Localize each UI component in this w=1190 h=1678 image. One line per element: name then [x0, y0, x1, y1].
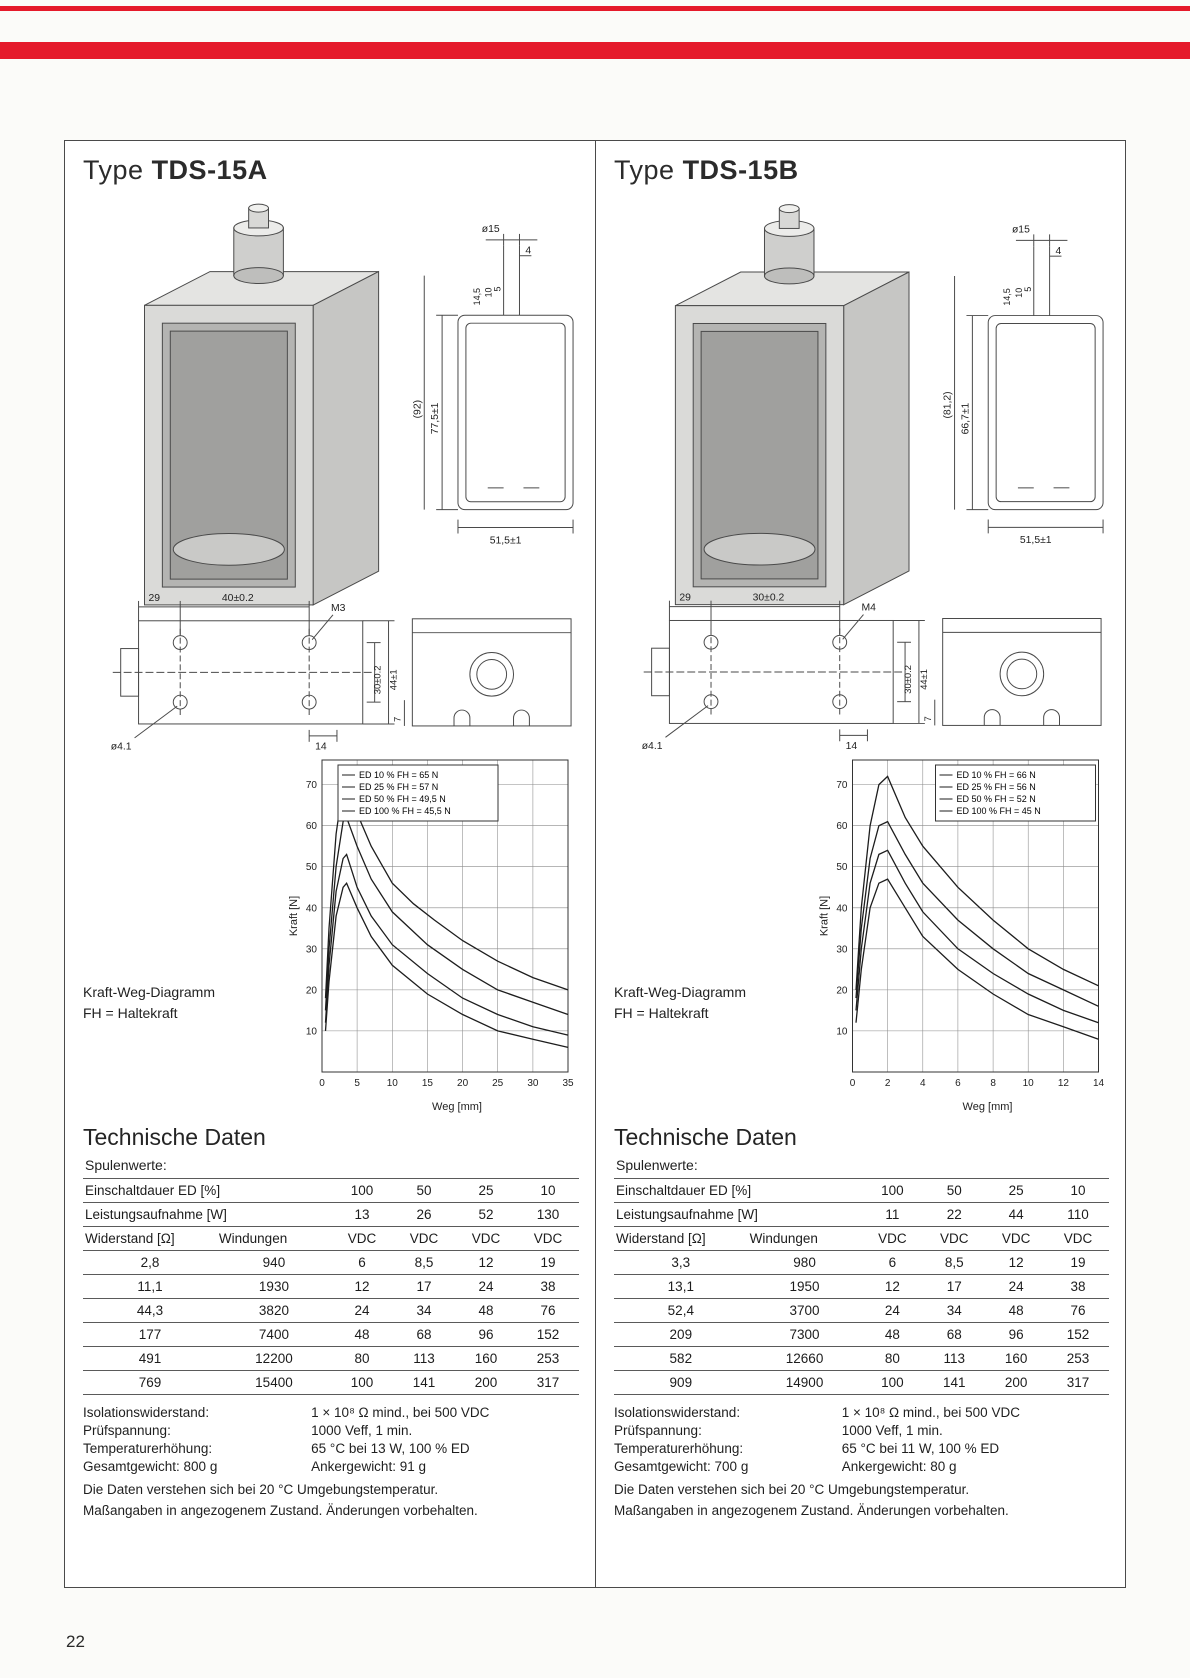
- table-cell: 160: [985, 1347, 1047, 1371]
- spec-row: [614, 1457, 1109, 1475]
- table-cell: 19: [517, 1251, 579, 1275]
- spec-value: 65 °C bei 13 W, 100 % ED: [311, 1440, 470, 1456]
- table-cell: 2,8: [83, 1251, 217, 1275]
- svg-text:2: 2: [884, 1078, 891, 1089]
- column-tds15a: [65, 141, 595, 1587]
- table-cell: 130: [517, 1203, 579, 1227]
- table-cell: 80: [861, 1347, 923, 1371]
- table-row: [83, 1251, 579, 1275]
- content-frame: [64, 140, 1126, 1588]
- title-prefix: Type: [83, 155, 144, 185]
- spec-row: [83, 1457, 579, 1475]
- svg-text:15: 15: [421, 1078, 433, 1089]
- dim-hole-pitch-c: 30±0.2: [902, 665, 913, 694]
- spulenwerte-label: Spulenwerte:: [85, 1157, 167, 1173]
- notes-block: [83, 1480, 579, 1522]
- table-cell: 38: [517, 1275, 579, 1299]
- table-cell: 17: [923, 1275, 985, 1299]
- table-cell: 52: [455, 1203, 517, 1227]
- table-cell: 10: [1047, 1179, 1109, 1203]
- side-dimension-view: [955, 234, 1104, 533]
- svg-text:10: 10: [305, 1026, 317, 1038]
- dim-body-width: 44±1: [387, 669, 399, 691]
- dim-tab: 14: [845, 741, 858, 753]
- top-red-line: [0, 6, 1190, 11]
- page-title: [83, 155, 579, 186]
- spec-value: Ankergewicht: 80 g: [841, 1458, 957, 1474]
- chart-caption-line2: FH = Haltekraft: [83, 1005, 178, 1021]
- table-cell: 8,5: [393, 1251, 455, 1275]
- svg-text:35: 35: [562, 1078, 574, 1089]
- svg-text:30: 30: [305, 944, 317, 956]
- chart-series: [326, 854, 569, 1035]
- table-row-ed: [614, 1179, 1109, 1203]
- svg-text:4: 4: [920, 1078, 926, 1089]
- table-cell: 76: [517, 1299, 579, 1323]
- spec-row: [83, 1439, 579, 1457]
- chart-ylabel: Kraft [N]: [288, 895, 300, 937]
- table-cell: 24: [331, 1299, 393, 1323]
- title-model: TDS-15A: [151, 155, 268, 185]
- technical-drawing: [614, 194, 1109, 753]
- solenoid-isometric-view: [145, 204, 379, 605]
- column-header: VDC: [517, 1227, 579, 1251]
- table-row: [614, 1299, 1109, 1323]
- force-stroke-chart: [283, 746, 579, 1120]
- table-cell: 68: [393, 1323, 455, 1347]
- svg-text:40: 40: [836, 903, 848, 915]
- column-header: VDC: [393, 1227, 455, 1251]
- svg-text:30: 30: [527, 1078, 539, 1089]
- table-cell: 491: [83, 1347, 217, 1371]
- chart-ylabel: Kraft [N]: [818, 895, 831, 937]
- table-cell: 141: [393, 1371, 455, 1395]
- spec-label: Prüfspannung:: [614, 1422, 702, 1438]
- table-row-ed: [83, 1179, 579, 1203]
- dim-hole-diameter: ø4.1: [110, 741, 132, 753]
- legend-entry: ED 25 % FH = 56 N: [956, 782, 1036, 792]
- table-row: [83, 1371, 579, 1395]
- note-line: Maßangaben in angezogenem Zustand. Änderungen vorbehalten.: [83, 1502, 478, 1518]
- table-cell: 12200: [217, 1347, 331, 1371]
- table-cell: 100: [861, 1371, 923, 1395]
- table-cell: 12: [861, 1275, 923, 1299]
- table-cell: 152: [517, 1323, 579, 1347]
- svg-text:60: 60: [836, 821, 848, 833]
- dim-terminal: 7: [391, 716, 403, 722]
- table-cell: 13: [331, 1203, 393, 1227]
- table-cell: 8,5: [923, 1251, 985, 1275]
- table-cell: 50: [923, 1179, 985, 1203]
- svg-text:50: 50: [836, 862, 848, 874]
- spec-label: Temperaturerhöhung:: [614, 1440, 744, 1456]
- dim-tab: 14: [315, 741, 327, 753]
- svg-text:8: 8: [990, 1078, 996, 1089]
- table-cell: 24: [985, 1275, 1047, 1299]
- column-header: VDC: [331, 1227, 393, 1251]
- note-line: Die Daten verstehen sich bei 20 °C Umgebungstemperatur.: [614, 1482, 970, 1497]
- table-row: [614, 1275, 1109, 1299]
- table-cell: 160: [455, 1347, 517, 1371]
- svg-text:10: 10: [836, 1026, 848, 1038]
- side-view: [935, 619, 1101, 726]
- table-cell: 6: [331, 1251, 393, 1275]
- svg-text:10: 10: [1022, 1078, 1034, 1089]
- note-line: Maßangaben in angezogenem Zustand. Änderungen vorbehalten.: [614, 1502, 1009, 1518]
- column-header: VDC: [985, 1227, 1047, 1251]
- dim-body-width: 44±1: [917, 668, 929, 690]
- spec-label: Prüfspannung:: [83, 1422, 171, 1438]
- table-row: [83, 1299, 579, 1323]
- svg-text:40: 40: [305, 903, 317, 915]
- table-row: [614, 1251, 1109, 1275]
- dim-phi: ø15: [1011, 224, 1030, 236]
- force-stroke-chart-svg: [814, 746, 1109, 1120]
- table-header-row: [614, 1227, 1109, 1251]
- dim-width: 51,5±1: [1019, 535, 1052, 547]
- technical-drawing-area: [83, 194, 579, 753]
- table-cell: 13,1: [614, 1275, 748, 1299]
- dim-pin: 4: [525, 245, 532, 257]
- table-cell: 25: [985, 1179, 1047, 1203]
- table-cell: 11,1: [83, 1275, 217, 1299]
- svg-text:0: 0: [319, 1078, 325, 1089]
- dim-hole-pitch-a: 29: [679, 592, 691, 604]
- chart-series: [856, 879, 1099, 1039]
- table-row-power: [614, 1203, 1109, 1227]
- legend-entry: ED 10 % FH = 65 N: [359, 770, 439, 780]
- svg-text:60: 60: [305, 821, 317, 833]
- table-row: [614, 1371, 1109, 1395]
- spulenwerte-table: [614, 1178, 1109, 1395]
- table-cell: 12: [455, 1251, 517, 1275]
- dim-hole-pitch-c: 30±0.2: [371, 665, 383, 695]
- table-cell: 3700: [748, 1299, 862, 1323]
- table-cell: 50: [393, 1179, 455, 1203]
- table-cell: 19: [1047, 1251, 1109, 1275]
- column-header: Windungen: [748, 1227, 862, 1251]
- table-cell: 24: [455, 1275, 517, 1299]
- dim-s2: 10: [483, 287, 494, 298]
- table-cell: 38: [1047, 1275, 1109, 1299]
- dim-total-height: (81,2): [942, 391, 954, 419]
- table-cell: 24: [861, 1299, 923, 1323]
- spec-value: 1000 Veff, 1 min.: [841, 1422, 943, 1438]
- table-cell: 15400: [217, 1371, 331, 1395]
- table-row-power: [83, 1203, 579, 1227]
- svg-text:0: 0: [849, 1078, 856, 1089]
- dim-s1: 14,5: [471, 287, 482, 306]
- svg-text:30: 30: [836, 944, 848, 956]
- table-cell: 76: [1047, 1299, 1109, 1323]
- chart-section: [83, 746, 579, 1120]
- dim-width: 51,5±1: [489, 535, 522, 547]
- table-cell: 34: [393, 1299, 455, 1323]
- table-cell: 110: [1047, 1203, 1109, 1227]
- dim-total-height: (92): [412, 399, 424, 419]
- force-stroke-chart: [814, 746, 1109, 1120]
- dim-pin: 4: [1055, 246, 1062, 258]
- table-row: [614, 1347, 1109, 1371]
- spec-value: 1 × 10⁸ Ω mind., bei 500 VDC: [311, 1404, 490, 1420]
- spec-value: 1000 Veff, 1 min.: [311, 1422, 413, 1438]
- svg-text:10: 10: [386, 1078, 398, 1089]
- table-cell: 909: [614, 1371, 748, 1395]
- table-cell: 113: [393, 1347, 455, 1371]
- table-cell: 317: [1047, 1371, 1109, 1395]
- table-header-row: [83, 1227, 579, 1251]
- dim-phi: ø15: [481, 223, 500, 235]
- column-header: VDC: [1047, 1227, 1109, 1251]
- dim-body-height: 77,5±1: [430, 402, 442, 435]
- table-cell: 209: [614, 1323, 748, 1347]
- dim-hole-pitch-b: 40±0.2: [221, 592, 254, 604]
- dim-thread: M4: [861, 602, 876, 614]
- table-cell: 52,4: [614, 1299, 748, 1323]
- bottom-plan-view: [113, 601, 395, 742]
- row-label: Einschaltdauer ED [%]: [614, 1179, 861, 1203]
- spec-label: Isolationswiderstand:: [614, 1404, 741, 1420]
- chart-xlabel: Weg [mm]: [962, 1101, 1013, 1113]
- tech-data-heading: Technische Daten: [614, 1124, 797, 1150]
- spec-value: 1 × 10⁸ Ω mind., bei 500 VDC: [841, 1404, 1020, 1420]
- spec-block: [83, 1403, 579, 1475]
- dim-thread: M3: [331, 602, 346, 614]
- spec-value: Ankergewicht: 91 g: [311, 1458, 426, 1474]
- column-header: VDC: [861, 1227, 923, 1251]
- svg-text:12: 12: [1057, 1078, 1069, 1089]
- chart-caption: [83, 746, 283, 1120]
- table-cell: 68: [923, 1323, 985, 1347]
- column-header: Windungen: [217, 1227, 331, 1251]
- spec-label: Isolationswiderstand:: [83, 1404, 210, 1420]
- dim-hole-pitch-b: 30±0.2: [752, 592, 785, 604]
- legend-entry: ED 10 % FH = 66 N: [956, 770, 1036, 780]
- table-cell: 141: [923, 1371, 985, 1395]
- spec-value: 65 °C bei 11 W, 100 % ED: [841, 1440, 1000, 1456]
- table-cell: 769: [83, 1371, 217, 1395]
- row-label: Einschaltdauer ED [%]: [83, 1179, 331, 1203]
- table-cell: 582: [614, 1347, 748, 1371]
- legend-entry: ED 25 % FH = 57 N: [359, 782, 439, 792]
- legend-entry: ED 100 % FH = 45,5 N: [359, 806, 451, 816]
- dim-s1: 14,5: [1002, 288, 1012, 306]
- table-cell: 11: [861, 1203, 923, 1227]
- technical-drawing: [83, 194, 579, 753]
- table-cell: 200: [455, 1371, 517, 1395]
- table-cell: 44,3: [83, 1299, 217, 1323]
- svg-text:20: 20: [457, 1078, 469, 1089]
- title-model: TDS-15B: [682, 155, 799, 185]
- page-title: [614, 155, 1109, 186]
- table-cell: 253: [517, 1347, 579, 1371]
- title-prefix: Type: [614, 155, 675, 185]
- table-row: [83, 1275, 579, 1299]
- note-line: Die Daten verstehen sich bei 20 °C Umgebungstemperatur.: [83, 1482, 439, 1497]
- side-view: [404, 619, 571, 726]
- chart-caption-line1: Kraft-Weg-Diagramm: [614, 984, 746, 1000]
- chart-xlabel: Weg [mm]: [432, 1101, 482, 1113]
- spec-row: [614, 1439, 1109, 1457]
- table-cell: 100: [331, 1179, 393, 1203]
- table-cell: 6: [861, 1251, 923, 1275]
- spulenwerte-label: Spulenwerte:: [616, 1157, 698, 1173]
- svg-text:5: 5: [354, 1078, 360, 1089]
- legend-entry: ED 50 % FH = 52 N: [956, 794, 1036, 804]
- table-cell: 34: [923, 1299, 985, 1323]
- spec-row: [83, 1403, 579, 1421]
- svg-text:20: 20: [836, 985, 848, 997]
- table-cell: 100: [331, 1371, 393, 1395]
- table-cell: 152: [1047, 1323, 1109, 1347]
- table-cell: 44: [985, 1203, 1047, 1227]
- chart-caption: [614, 746, 814, 1120]
- table-cell: 10: [517, 1179, 579, 1203]
- legend-entry: ED 100 % FH = 45 N: [956, 806, 1041, 816]
- table-cell: 940: [217, 1251, 331, 1275]
- table-cell: 113: [923, 1347, 985, 1371]
- spulenwerte-table: [83, 1178, 579, 1395]
- table-cell: 25: [455, 1179, 517, 1203]
- table-row: [83, 1323, 579, 1347]
- table-cell: 200: [985, 1371, 1047, 1395]
- technical-drawing-area: [614, 194, 1109, 753]
- table-cell: 3820: [217, 1299, 331, 1323]
- table-cell: 1930: [217, 1275, 331, 1299]
- bottom-plan-view: [644, 601, 925, 742]
- chart-series: [856, 822, 1099, 1007]
- spec-row: [614, 1403, 1109, 1421]
- row-label: Leistungsaufnahme [W]: [614, 1203, 861, 1227]
- spec-row: [83, 1421, 579, 1439]
- row-label: Leistungsaufnahme [W]: [83, 1203, 331, 1227]
- column-header: Widerstand [Ω]: [614, 1227, 748, 1251]
- table-cell: 96: [985, 1323, 1047, 1347]
- table-row: [614, 1323, 1109, 1347]
- side-dimension-view: [424, 234, 573, 534]
- spec-block: [614, 1403, 1109, 1475]
- chart-section: [614, 746, 1109, 1120]
- table-cell: 22: [923, 1203, 985, 1227]
- table-row: [83, 1347, 579, 1371]
- spec-label: Gesamtgewicht: 800 g: [83, 1458, 218, 1474]
- dim-s3: 5: [492, 286, 503, 292]
- table-cell: 48: [331, 1323, 393, 1347]
- spec-label: Gesamtgewicht: 700 g: [614, 1458, 749, 1474]
- chart-caption-line2: FH = Haltekraft: [614, 1005, 709, 1021]
- table-cell: 80: [331, 1347, 393, 1371]
- svg-text:70: 70: [836, 780, 848, 792]
- svg-text:70: 70: [305, 780, 317, 792]
- table-cell: 96: [455, 1323, 517, 1347]
- legend-entry: ED 50 % FH = 49,5 N: [359, 794, 446, 804]
- chart-series: [326, 818, 569, 1015]
- column-header: Widerstand [Ω]: [83, 1227, 217, 1251]
- table-cell: 7400: [217, 1323, 331, 1347]
- dim-body-height: 66,7±1: [960, 402, 972, 435]
- chart-caption-line1: Kraft-Weg-Diagramm: [83, 984, 215, 1000]
- table-cell: 177: [83, 1323, 217, 1347]
- dim-hole-diameter: ø4.1: [641, 741, 663, 753]
- column-header: VDC: [923, 1227, 985, 1251]
- dim-terminal: 7: [921, 716, 933, 722]
- svg-text:6: 6: [955, 1078, 961, 1089]
- table-cell: 17: [393, 1275, 455, 1299]
- table-cell: 12: [985, 1251, 1047, 1275]
- table-cell: 12660: [748, 1347, 862, 1371]
- table-cell: 48: [985, 1299, 1047, 1323]
- spec-row: [614, 1421, 1109, 1439]
- table-cell: 980: [748, 1251, 862, 1275]
- svg-text:25: 25: [492, 1078, 504, 1089]
- table-cell: 48: [861, 1323, 923, 1347]
- table-cell: 1950: [748, 1275, 862, 1299]
- table-cell: 7300: [748, 1323, 862, 1347]
- svg-text:20: 20: [305, 985, 317, 997]
- table-cell: 48: [455, 1299, 517, 1323]
- table-cell: 3,3: [614, 1251, 748, 1275]
- force-stroke-chart-svg: [283, 746, 579, 1120]
- dim-s3: 5: [1022, 286, 1033, 292]
- table-cell: 317: [517, 1371, 579, 1395]
- notes-block: [614, 1480, 1109, 1522]
- table-cell: 14900: [748, 1371, 862, 1395]
- solenoid-isometric-view: [675, 205, 909, 605]
- column-header: VDC: [455, 1227, 517, 1251]
- column-tds15b: [595, 141, 1125, 1587]
- table-cell: 100: [861, 1179, 923, 1203]
- table-cell: 253: [1047, 1347, 1109, 1371]
- table-cell: 12: [331, 1275, 393, 1299]
- spec-label: Temperaturerhöhung:: [83, 1440, 213, 1456]
- tech-data-heading: Technische Daten: [83, 1124, 266, 1150]
- svg-text:50: 50: [305, 862, 317, 874]
- top-red-bar: [0, 42, 1190, 59]
- page-number: 22: [66, 1632, 85, 1651]
- dim-hole-pitch-a: 29: [148, 592, 161, 604]
- table-cell: 26: [393, 1203, 455, 1227]
- svg-text:14: 14: [1092, 1078, 1105, 1089]
- dim-s2: 10: [1013, 287, 1024, 298]
